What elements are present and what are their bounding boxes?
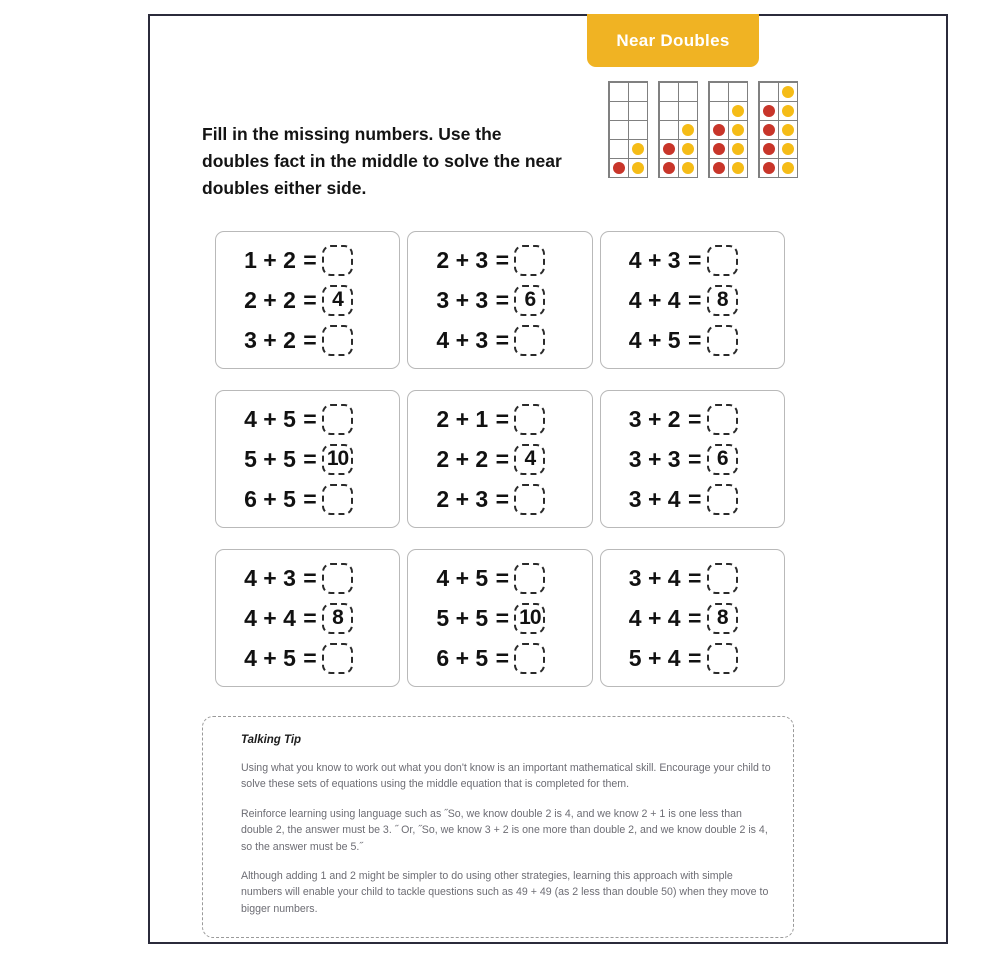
worksheet-page [148,14,948,944]
equation-row [434,244,591,276]
addend-second: 3 [475,326,489,353]
answer-box-blank[interactable] [707,325,738,356]
ten-frame-cell [778,82,798,102]
addend-first: 4 [244,405,257,432]
answer-box-filled[interactable]: 4 [322,285,353,316]
equals-operator: = [687,326,702,353]
addend-second: 3 [475,286,489,313]
instruction-text: Fill in the missing numbers. Use the doubles fact in the middle to solve the near doubles either side. [202,124,562,199]
answer-box-blank[interactable] [322,563,353,594]
red-counter-dot [613,162,625,174]
addend-first: 4 [628,604,642,631]
plus-operator: + [455,644,470,671]
equals-operator: = [303,604,317,631]
ten-frame-cell [759,158,779,178]
equation-row [242,324,399,356]
talking-tip-body [241,760,771,917]
equals-operator: = [687,644,702,671]
addend-first: 4 [244,604,257,631]
addend-second: 3 [475,485,489,512]
addend-first: 3 [628,405,642,432]
yellow-counter-dot [682,124,694,136]
plus-operator: + [647,604,662,631]
ten-frame-cell [709,120,729,140]
addend-first: 4 [628,326,642,353]
equation-card [215,549,400,687]
addend-second: 5 [283,445,296,472]
addend-second: 4 [667,564,681,591]
answer-box-blank[interactable] [707,484,738,515]
ten-frame-cell [678,101,698,121]
ten-frame-cell [778,158,798,178]
talking-tip-paragraph: Although adding 1 and 2 might be simpler to do using other strategies, learning this approach with simple numbers will enable your child to tackle questions such as 49 + 49 (as 2 less than double 50) when they move to bigger numbers. [241,870,769,915]
addend-first: 3 [628,445,642,472]
ten-frame-cell [709,139,729,159]
answer-box-filled[interactable]: 4 [514,444,545,475]
red-counter-dot [713,162,725,174]
plus-operator: + [263,246,277,273]
plus-operator: + [455,604,470,631]
plus-operator: + [455,326,470,353]
ten-frame-cell [609,139,629,159]
addend-second: 4 [667,604,681,631]
answer-box-blank[interactable] [514,245,545,276]
equation-row [434,284,591,316]
answer-box-filled[interactable]: 8 [322,603,353,634]
ten-frame [658,81,698,178]
plus-operator: + [263,326,277,353]
ten-frame-cell [659,101,679,121]
addend-first: 3 [244,326,257,353]
yellow-counter-dot [732,105,744,117]
plus-operator: + [647,286,662,313]
yellow-counter-dot [732,124,744,136]
addend-second: 3 [667,445,681,472]
ten-frame-cell [778,101,798,121]
addend-first: 4 [628,286,642,313]
ten-frame-cell [609,158,629,178]
equation-row [242,403,399,435]
ten-frame-cell [609,120,629,140]
red-counter-dot [763,124,775,136]
addend-second: 5 [283,485,296,512]
talking-tip-title: Talking Tip [241,734,302,746]
answer-box-blank[interactable] [514,643,545,674]
equation-row [434,602,591,634]
equation-row [627,483,784,515]
yellow-counter-dot [782,86,794,98]
equation-row [627,642,784,674]
answer-box-filled[interactable]: 6 [707,444,738,475]
ten-frame-cell [728,101,748,121]
equation-row [242,284,399,316]
addend-second: 2 [667,405,681,432]
equation-row [627,562,784,594]
plus-operator: + [455,405,470,432]
equation-card-grid [215,231,785,687]
answer-box-blank[interactable] [514,563,545,594]
ten-frame-cell [628,139,648,159]
plus-operator: + [263,644,277,671]
answer-box-blank[interactable] [707,563,738,594]
plus-operator: + [263,445,277,472]
talking-tip-paragraph: Reinforce learning using language such as ˝So, we know double 2 is 4, and we know 2 + 1 is one less than double 2, the answer must be 3. ˝ Or, ˝So, we know 3 + 2 is one more than double 2, and we know double 2 is 4, so the answer must be 5.˝ [241,807,768,853]
ten-frame [758,81,798,178]
answer-box-blank[interactable] [707,404,738,435]
addend-second: 3 [475,246,489,273]
equals-operator: = [495,485,510,512]
red-counter-dot [763,143,775,155]
answer-box-blank[interactable] [514,325,545,356]
addend-first: 6 [436,644,450,671]
equals-operator: = [495,326,510,353]
plus-operator: + [263,604,277,631]
answer-box-blank[interactable] [322,245,353,276]
equation-card [407,549,592,687]
answer-box-blank[interactable] [322,484,353,515]
addend-second: 5 [475,604,489,631]
addend-first: 4 [244,644,257,671]
worksheet-title-badge [587,14,759,67]
equation-row [242,562,399,594]
equals-operator: = [687,246,702,273]
plus-operator: + [647,564,662,591]
equation-card [407,231,592,369]
equation-row [242,244,399,276]
equals-operator: = [303,286,317,313]
ten-frame-cell [628,120,648,140]
addend-second: 3 [667,246,681,273]
plus-operator: + [455,246,470,273]
addend-first: 2 [436,445,450,472]
addend-second: 1 [475,405,489,432]
addend-first: 2 [436,405,450,432]
addend-first: 3 [628,564,642,591]
addend-first: 3 [436,286,450,313]
addend-first: 6 [244,485,257,512]
answer-box-blank[interactable] [707,245,738,276]
ten-frame [708,81,748,178]
ten-frame-group [608,81,798,178]
equals-operator: = [495,246,510,273]
equation-row [627,443,784,475]
equation-row [434,443,591,475]
plus-operator: + [455,564,470,591]
equation-card [600,231,785,369]
equals-operator: = [303,445,317,472]
addend-first: 2 [436,246,450,273]
ten-frame-cell [628,101,648,121]
yellow-counter-dot [632,162,644,174]
equals-operator: = [303,405,317,432]
addend-second: 2 [283,246,296,273]
equals-operator: = [687,485,702,512]
ten-frame-cell [709,158,729,178]
ten-frame-cell [659,158,679,178]
addend-first: 5 [436,604,450,631]
addend-second: 4 [667,286,681,313]
plus-operator: + [263,286,277,313]
equation-row [242,642,399,674]
talking-tip-paragraph: Using what you know to work out what you don't know is an important mathematical skill. Encourage your child to solve these sets of equations using the middle equation that is completed for them. [241,762,771,791]
plus-operator: + [647,445,662,472]
answer-box-filled[interactable]: 8 [707,285,738,316]
red-counter-dot [713,143,725,155]
red-counter-dot [713,124,725,136]
red-counter-dot [763,105,775,117]
addend-first: 1 [244,246,257,273]
plus-operator: + [647,405,662,432]
equals-operator: = [303,326,317,353]
addend-second: 2 [283,286,296,313]
plus-operator: + [647,644,662,671]
ten-frame-cell [678,82,698,102]
equals-operator: = [687,445,702,472]
ten-frame-cell [728,120,748,140]
addend-second: 3 [283,564,296,591]
plus-operator: + [647,485,662,512]
equation-row [434,483,591,515]
equals-operator: = [687,286,702,313]
addend-second: 4 [667,485,681,512]
ten-frame-cell [709,101,729,121]
ten-frame-cell [759,101,779,121]
card-row [215,549,785,687]
equals-operator: = [495,564,510,591]
equals-operator: = [303,564,317,591]
addend-second: 2 [283,326,296,353]
equation-row [242,602,399,634]
equation-row [627,244,784,276]
yellow-counter-dot [682,143,694,155]
ten-frame-cell [678,139,698,159]
equals-operator: = [303,644,317,671]
ten-frame [608,81,648,178]
equals-operator: = [495,445,510,472]
equation-card [215,390,400,528]
red-counter-dot [663,143,675,155]
ten-frame-cell [628,158,648,178]
card-row [215,390,785,528]
addend-first: 3 [628,485,642,512]
ten-frame-cell [728,139,748,159]
equation-card [600,549,785,687]
ten-frame-cell [659,82,679,102]
ten-frame-cell [778,120,798,140]
plus-operator: + [455,286,470,313]
answer-box-blank[interactable] [514,484,545,515]
ten-frame-cell [759,82,779,102]
red-counter-dot [763,162,775,174]
yellow-counter-dot [732,143,744,155]
addend-second: 5 [283,405,296,432]
addend-first: 2 [244,286,257,313]
addend-first: 5 [244,445,257,472]
equation-row [242,483,399,515]
plus-operator: + [455,445,470,472]
badge-label: Near Doubles [616,30,730,50]
ten-frame-cell [659,139,679,159]
equation-card [407,390,592,528]
addend-first: 4 [436,564,450,591]
answer-box-blank[interactable] [514,404,545,435]
equals-operator: = [495,405,510,432]
ten-frame-cell [759,120,779,140]
equation-row [434,403,591,435]
equals-operator: = [303,485,317,512]
answer-box-blank[interactable] [322,643,353,674]
equation-card [215,231,400,369]
answer-box-filled[interactable]: 10 [514,603,545,634]
equals-operator: = [495,286,510,313]
addend-first: 5 [628,644,642,671]
equals-operator: = [687,564,702,591]
ten-frame-cell [709,82,729,102]
yellow-counter-dot [782,124,794,136]
ten-frame-cell [609,101,629,121]
addend-second: 2 [475,445,489,472]
ten-frame-cell [728,158,748,178]
equation-row [434,324,591,356]
equation-row [627,602,784,634]
answer-box-blank[interactable] [707,643,738,674]
equation-row [627,284,784,316]
addend-first: 2 [436,485,450,512]
answer-box-filled[interactable]: 6 [514,285,545,316]
equals-operator: = [687,405,702,432]
equals-operator: = [303,246,317,273]
addend-second: 4 [667,644,681,671]
addend-first: 4 [628,246,642,273]
ten-frame-cell [659,120,679,140]
plus-operator: + [647,246,662,273]
equation-row [434,642,591,674]
answer-box-filled[interactable]: 8 [707,603,738,634]
red-counter-dot [663,162,675,174]
talking-tip-box [202,716,794,938]
addend-second: 5 [475,644,489,671]
equation-card [600,390,785,528]
addend-second: 5 [667,326,681,353]
plus-operator: + [263,405,277,432]
equals-operator: = [687,604,702,631]
yellow-counter-dot [782,105,794,117]
ten-frame-cell [759,139,779,159]
equation-row [627,324,784,356]
yellow-counter-dot [732,162,744,174]
ten-frame-cell [778,139,798,159]
equals-operator: = [495,644,510,671]
plus-operator: + [647,326,662,353]
plus-operator: + [263,485,277,512]
equation-row [434,562,591,594]
ten-frame-cell [609,82,629,102]
yellow-counter-dot [632,143,644,155]
card-row [215,231,785,369]
answer-box-blank[interactable] [322,404,353,435]
answer-box-filled[interactable]: 10 [322,444,353,475]
equation-row [627,403,784,435]
plus-operator: + [263,564,277,591]
ten-frame-cell [628,82,648,102]
addend-second: 4 [283,604,296,631]
answer-box-blank[interactable] [322,325,353,356]
ten-frame-cell [678,158,698,178]
yellow-counter-dot [682,162,694,174]
addend-first: 4 [436,326,450,353]
yellow-counter-dot [782,162,794,174]
yellow-counter-dot [782,143,794,155]
ten-frame-cell [678,120,698,140]
addend-second: 5 [475,564,489,591]
addend-second: 5 [283,644,296,671]
addend-first: 4 [244,564,257,591]
equals-operator: = [495,604,510,631]
equation-row [242,443,399,475]
plus-operator: + [455,485,470,512]
ten-frame-cell [728,82,748,102]
